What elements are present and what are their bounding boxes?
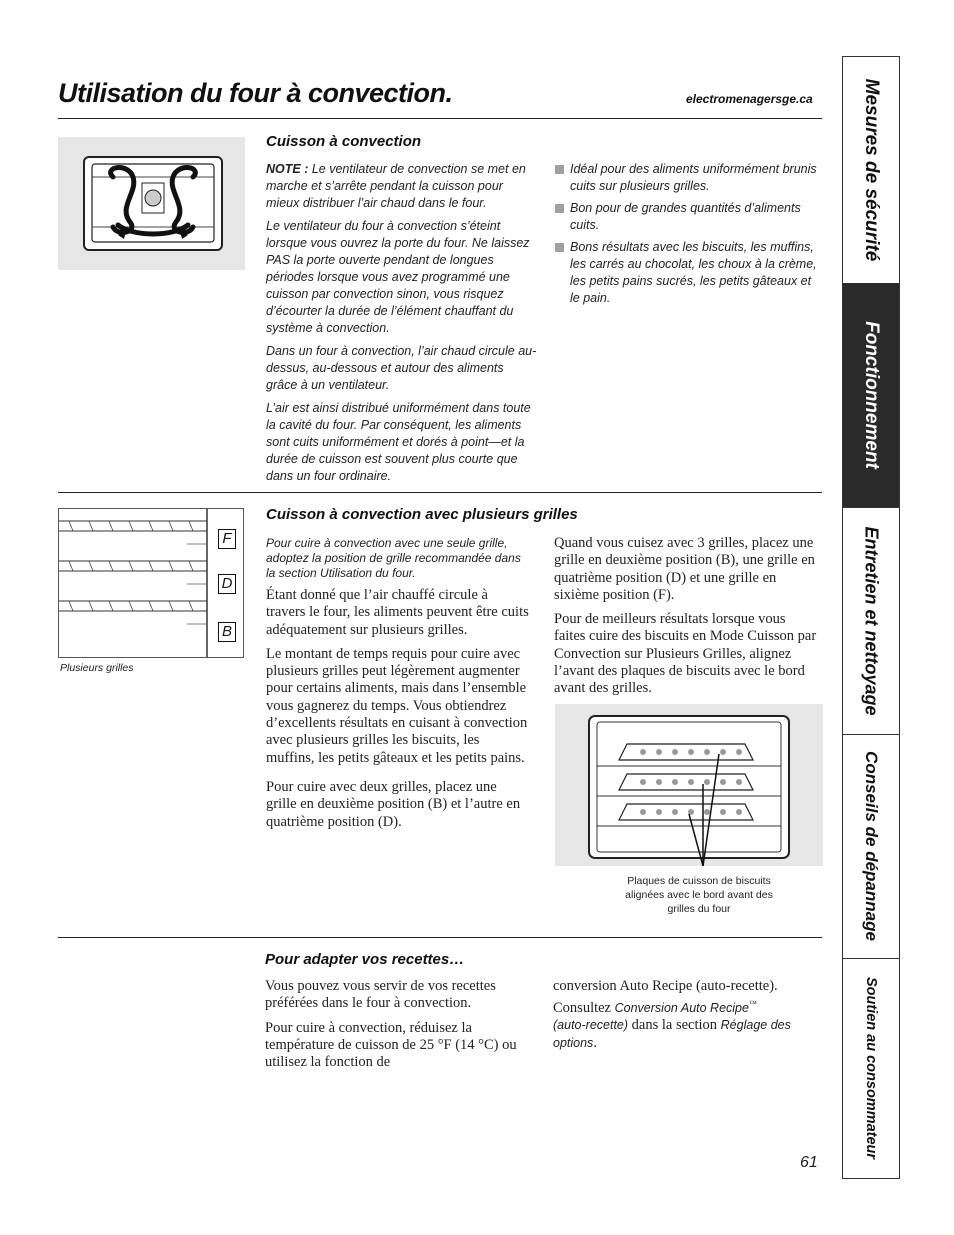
rack-label-f: F — [218, 529, 236, 549]
section-heading-recipes: Pour adapter vos recettes… — [265, 951, 465, 968]
tab-label: Soutien au consommateur — [863, 976, 879, 1160]
body-text — [266, 587, 530, 831]
paragraph: Le ventilateur du four à convection s’éteint lorsque vous ouvrez la porte du four. Ne laissez PAS la porte ouverte pendant de longues périodes lorsque vous avez programmé une cuisson par convection sinon, vous risquez d’écourter la durée de l’élément chauffant du système à convection. — [266, 219, 530, 335]
link-reglage-options[interactable]: Réglage des options — [553, 1018, 791, 1050]
benefits-list — [555, 161, 817, 312]
paragraph: Étant donné que l’air chauffé circule à travers le four, les aliments peuvent être cuits adéquatement sur plusieurs grilles. — [266, 587, 529, 638]
rack-label-b: B — [218, 622, 236, 642]
convection-oven-illustration — [58, 137, 245, 270]
tab-label: Entretien et nettoyage — [861, 525, 882, 716]
section-heading-convection: Cuisson à convection — [266, 133, 422, 150]
section3-right-column — [553, 978, 815, 1059]
tab-label: Conseils de dépannage — [862, 751, 881, 941]
rack-caption: Plusieurs grilles — [60, 662, 134, 674]
website-url[interactable]: electromenagersge.ca — [686, 92, 813, 106]
paragraph: Pour cuire avec deux grilles, placez une grille en deuxième position (B) et l’autre en quatrième position (D). — [266, 778, 521, 830]
header-rule — [58, 118, 822, 119]
tab-fonctionnement[interactable] — [843, 283, 899, 508]
section-heading-multiple-racks: Cuisson à convection avec plusieurs grilles — [266, 506, 578, 523]
text: . — [593, 1034, 597, 1051]
racks-diagram — [59, 509, 243, 657]
paragraph: Quand vous cuisez avec 3 grilles, placez une grille en deuxième position (B), une grille en quatrième position (D) et une grille en sixième position (F). — [554, 535, 815, 603]
side-tab-navigation — [842, 56, 900, 1179]
cookie-sheets-caption: Plaques de cuisson de biscuits alignées avec le bord avant des grilles du four — [625, 875, 773, 915]
text: conversion Auto Recipe (auto-recette). Consultez — [553, 978, 778, 1017]
text: dans la section — [628, 1017, 721, 1034]
note-label: NOTE : — [266, 162, 309, 176]
multiple-racks-illustration — [58, 508, 244, 658]
paragraph: Le montant de temps requis pour cuire avec plusieurs grilles peut légèrement augmenter pour certains aliments, mais dans l’ensemble vous gagnerez du temps. Vous obtiendrez d’excellents résultats en cuisant à convection avec plusieurs grilles les biscuits, les muffins, les petits gâteaux et les petits pains. — [266, 645, 528, 766]
paragraph — [553, 978, 815, 1052]
paragraph: Dans un four à convection, l’air chaud circule au-dessus, au-dessous et autour des aliments grâce à un ventilateur. — [266, 344, 537, 392]
paragraph: Pour cuire à convection, réduisez la température de cuisson de 25 °F (14 °C) ou utilisez la fonction de — [265, 1019, 517, 1071]
section2-left-column — [266, 536, 530, 838]
cookie-sheets-illustration — [555, 704, 823, 866]
page-number: 61 — [800, 1154, 818, 1171]
section-divider — [58, 492, 822, 493]
tab-entretien-et-nettoyage[interactable] — [843, 507, 899, 735]
note-text: Le ventilateur de convection se met en marche et s’arrête pendant la cuisson pour mieux distribuer l’air chaud dans le four. — [266, 162, 526, 210]
rack-label-d: D — [218, 574, 236, 594]
trademark: ™ — [748, 999, 757, 1009]
note-paragraph — [266, 161, 538, 212]
section2-right-column — [554, 535, 820, 705]
paragraph: Vous pouvez vous servir de vos recettes préférées dans le four à convection. — [265, 978, 496, 1012]
oven-airflow-diagram — [58, 137, 245, 270]
tab-label: Fonctionnement — [861, 321, 882, 469]
paragraph: Pour de meilleurs résultats lorsque vous faites cuire des biscuits en Mode Cuisson par Convection sur Plusieurs Grilles, alignez l’avant des plaques de biscuits avec le bord avant des grilles. — [554, 611, 817, 697]
tab-label: Mesures de sécurité — [861, 78, 882, 262]
cookie-sheets-diagram — [555, 704, 823, 866]
tab-soutien-au-consommateur[interactable] — [843, 958, 899, 1178]
section1-text — [266, 161, 538, 491]
intro-note: Pour cuire à convection avec une seule grille, adoptez la position de grille recommandée dans la section Utilisation du four. — [266, 536, 521, 580]
link-conversion-auto-recipe[interactable]: Conversion Auto Recipe — [614, 1001, 749, 1016]
tab-mesures-de-securite[interactable] — [843, 57, 899, 284]
list-item: Bons résultats avec les biscuits, les muffins, les carrés au chocolat, les choux à la crème, les petits pains sucrés, les petits gâteaux et le pain. — [555, 239, 817, 307]
section3-left-column — [265, 978, 525, 1078]
page-title: Utilisation du four à convection. — [58, 78, 453, 108]
text: (auto-recette) — [553, 1018, 629, 1033]
list-item: Bon pour de grandes quantités d’aliments cuits. — [555, 200, 817, 234]
list-item: Idéal pour des aliments uniformément brunis cuits sur plusieurs grilles. — [555, 161, 817, 195]
paragraph: L’air est ainsi distribué uniformément dans toute la cavité du four. Par conséquent, les aliments sont cuits uniformément et dorés à point—et la durée de cuisson est souvent plus courte que dans un four ordinaire. — [266, 401, 531, 483]
section-divider — [58, 937, 822, 938]
tab-conseils-de-depannage[interactable] — [843, 734, 899, 959]
